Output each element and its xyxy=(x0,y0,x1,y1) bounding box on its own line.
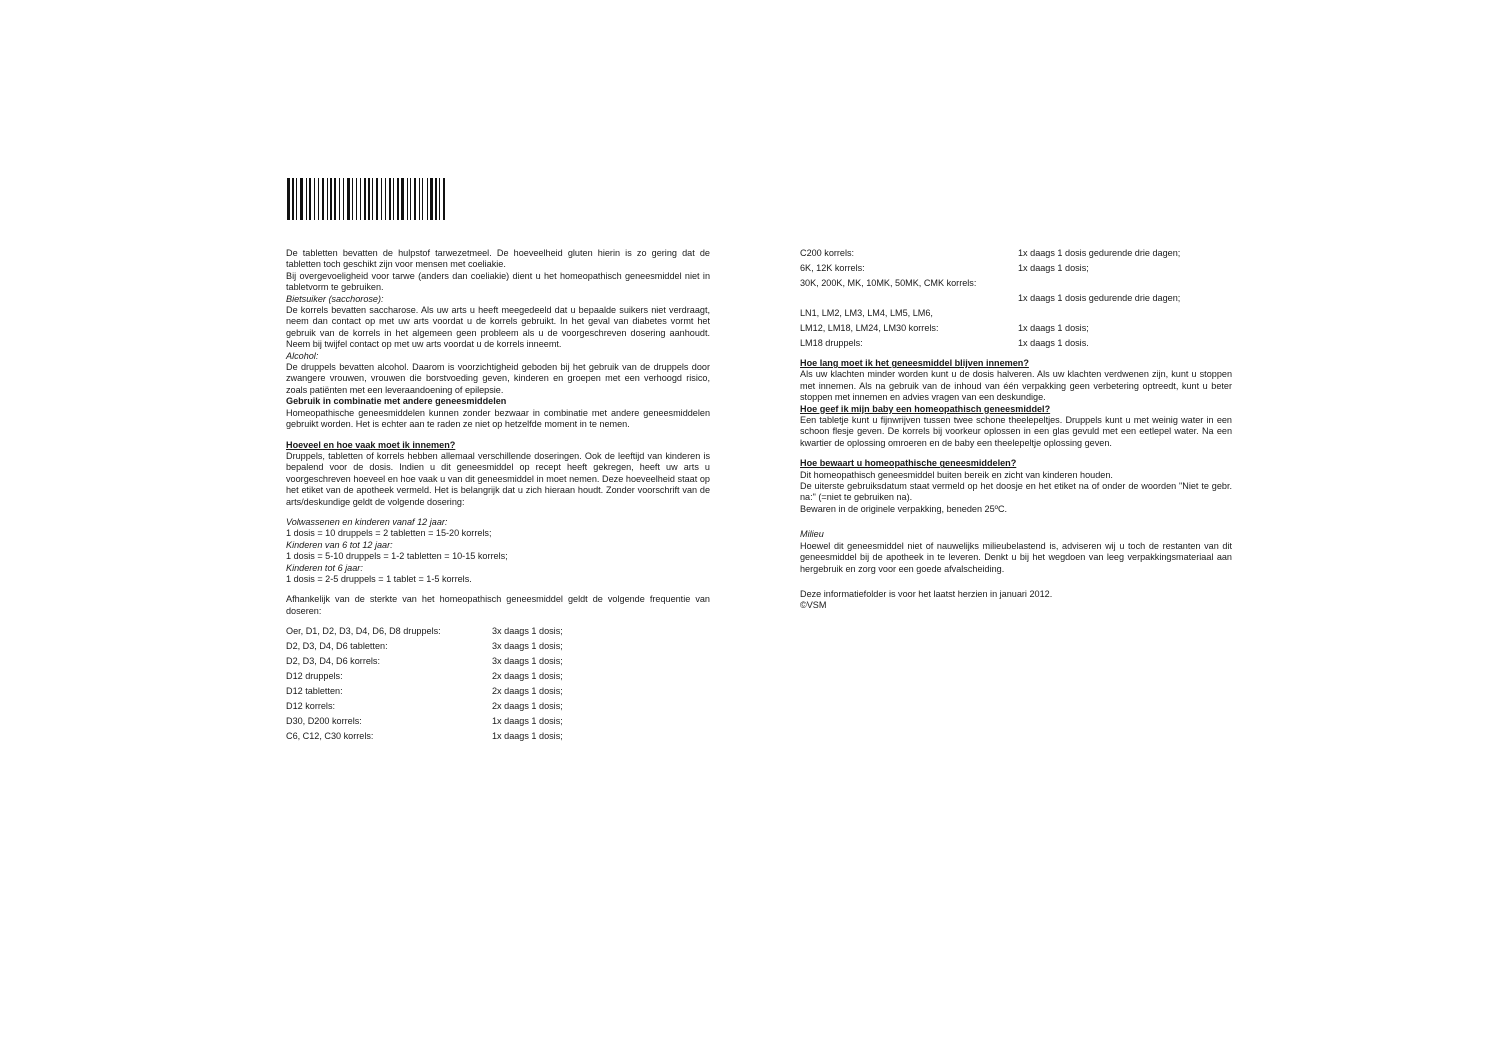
barcode-bar xyxy=(367,178,368,220)
dosage-value: 1x daags 1 dosis; xyxy=(1018,263,1089,273)
dosage-row xyxy=(286,701,710,716)
dosage-row xyxy=(800,263,1232,278)
dosage-label: LM12, LM18, LM24, LM30 korrels: xyxy=(800,323,939,333)
intro-paragraph-1: De tabletten bevatten de hulpstof tarwezetmeel. De hoeveelheid gluten hierin is zo gering dat de tabletten toch geschikt zijn voor mensen met coeliakie. xyxy=(286,248,710,270)
age-group-3-label: Kinderen tot 6 jaar: xyxy=(286,562,363,573)
barcode-bar xyxy=(372,178,373,220)
barcode-bar xyxy=(292,178,293,220)
heading-bewaart: Hoe bewaart u homeopathische geneesmiddelen? xyxy=(800,458,1017,469)
barcode-bar xyxy=(393,178,394,220)
barcode-bar xyxy=(420,178,421,220)
dosage-label xyxy=(800,293,1018,308)
age-group-1-dose: 1 dosis = 10 druppels = 2 tabletten = 15-20 korrels; xyxy=(286,528,492,539)
barcode-bar xyxy=(314,178,315,220)
barcode-bar xyxy=(414,178,416,220)
barcode-bar xyxy=(389,178,391,220)
combinatie-text: Homeopathische geneesmiddelen kunnen zonder bezwaar in combinatie met andere geneesmiddelen gebruikt worden. Het is echter aan te raden ze niet op hetzelfde moment in te nemen. xyxy=(286,407,710,430)
dosage-label: C6, C12, C30 korrels: xyxy=(286,731,374,742)
barcode-bar xyxy=(374,178,375,220)
barcode-bar xyxy=(360,178,361,220)
barcode-bar xyxy=(320,178,321,220)
milieu-text: Hoewel dit geneesmiddel niet of nauwelijks milieubelastend is, adviseren wij u toch de restanten van dit geneesmiddel bij de apotheek in te leveren. Denkt u bij het wegdoen van leeg verpakkingsmateriaal aan hergebruik en zorg voor een goede afvalscheiding. xyxy=(800,540,1232,574)
copyright-text: ©VSM xyxy=(800,600,827,611)
dosage-value: 1x daags 1 dosis gedurende drie dagen; xyxy=(1018,248,1181,258)
hoeveel-text: Druppels, tabletten of korrels hebben allemaal verschillende doseringen. Ook de leeftijd van kinderen is bepalend voor de dosis. Indien u dit geneesmiddel op recept heeft gekregen, heeft uw arts u voorgeschreven hoeveel en hoe vaak u van dit geneesmiddel in moet nemen. Deze hoeveelheid staat op het etiket van de apotheek vermeld. Het is belangrijk dat u zich hieraan houdt. Zonder voorschrift van de arts/deskundige geldt de volgende dosering: xyxy=(286,450,710,507)
dosage-label: LM18 druppels: xyxy=(800,338,863,348)
dosage-row xyxy=(800,278,1232,293)
barcode-bar xyxy=(309,178,311,220)
dosage-value: 1x daags 1 dosis; xyxy=(1018,323,1089,333)
barcode-bar xyxy=(343,178,344,220)
bewaart-text-1: Dit homeopathisch geneesmiddel buiten bereik en zicht van kinderen houden. xyxy=(800,469,1113,480)
dosage-value: 2x daags 1 dosis; xyxy=(492,671,563,682)
barcode-bar xyxy=(327,178,328,220)
hoelang-text: Als uw klachten minder worden kunt u de dosis halveren. Als uw klachten verdwenen zijn, kunt u stoppen met innemen. Als na gebruik van de inhoud van één verpakking geen verbetering optreedt, kunt u beter stoppen met innemen en advies vragen van een deskundige. xyxy=(800,369,1232,403)
barcode-bar xyxy=(329,178,330,220)
barcode-bar xyxy=(446,178,447,220)
barcode-bar xyxy=(438,178,439,220)
alcohol-text: De druppels bevatten alcohol. Daarom is voorzichtigheid geboden bij het gebruik van de druppels door zwangere vrouwen, vrouwen die borstvoeding geven, kinderen en groepen met een verhoogd risico, zoals patiënten met een leveraandoening of epilepsie. xyxy=(286,362,710,395)
baby-text: Een tabletje kunt u fijnwrijven tussen twee schone theelepeltjes. Druppels kunt u met weinig water in een schoon flesje geven. De korrels bij voorkeur oplossen in een glas gevuld met een eetlepel water. Na een kwartier de oplossing omroeren en de baby een theelepeltje oplossing geven. xyxy=(800,415,1232,448)
dosage-row xyxy=(800,248,1232,263)
barcode-bar xyxy=(351,178,352,220)
dosage-value: 3x daags 1 dosis; xyxy=(492,641,563,652)
barcode-bar xyxy=(339,178,340,220)
dosage-label: D12 druppels: xyxy=(286,671,343,682)
barcode-bar xyxy=(330,178,331,220)
barcode-bar xyxy=(316,178,317,220)
dosage-row xyxy=(800,293,1232,308)
dosage-label: D2, D3, D4, D6 tabletten: xyxy=(286,641,388,652)
dosage-row xyxy=(800,338,1232,353)
dosage-value: 3x daags 1 dosis; xyxy=(492,626,563,637)
heading-bietsuiker: Bietsuiker (sacchorose): xyxy=(286,293,384,304)
barcode-bar xyxy=(419,178,420,220)
dosage-row xyxy=(286,686,710,701)
age-group-2-label: Kinderen van 6 tot 12 jaar: xyxy=(286,539,393,550)
right-text-column xyxy=(800,248,1232,612)
barcode-bar xyxy=(376,178,379,220)
barcode-bar xyxy=(306,178,307,220)
dosage-value: 1x daags 1 dosis; xyxy=(492,716,563,727)
dosage-row xyxy=(286,716,710,731)
barcode-bar xyxy=(304,178,305,220)
barcode-bar xyxy=(371,178,372,220)
barcode-bar xyxy=(337,178,338,220)
bewaart-text-3: Bewaren in de originele verpakking, beneden 25ºC. xyxy=(800,503,1008,514)
barcode-bar xyxy=(383,178,384,220)
barcode-bar xyxy=(356,178,357,220)
dosage-row xyxy=(286,671,710,686)
barcode-bar xyxy=(387,178,388,220)
barcode-bar xyxy=(408,178,409,220)
heading-hoelang: Hoe lang moet ik het geneesmiddel blijven innemen? xyxy=(800,358,1029,368)
heading-milieu: Milieu xyxy=(800,529,824,540)
dosage-value: 1x daags 1 dosis gedurende drie dagen; xyxy=(1018,293,1181,303)
barcode-bar xyxy=(405,178,406,220)
barcode-bar xyxy=(385,178,386,220)
barcode-bar xyxy=(364,178,366,220)
dosage-row xyxy=(286,731,710,746)
barcode-bar xyxy=(341,178,342,220)
barcode-bar xyxy=(334,178,336,220)
heading-alcohol: Alcohol: xyxy=(286,350,319,361)
age-group-3-dose: 1 dosis = 2-5 druppels = 1 tablet = 1-5 korrels. xyxy=(286,573,472,584)
bietsuiker-text: De korrels bevatten saccharose. Als uw arts u heeft meegedeeld dat u bepaalde suikers niet verdraagt, neem dan contact op met uw arts voordat u de korrels gebruikt. In het geval van diabetes vormt het gebruik van de korrels in het algemeen geen probleem als u de voorgeschreven dosering aanhoudt. Neem bij twijfel contact op met uw arts voordat u de korrels inneemt. xyxy=(286,305,710,350)
dosage-row xyxy=(286,626,710,641)
heading-baby: Hoe geef ik mijn baby een homeopathisch geneesmiddel? xyxy=(800,403,1051,414)
dosage-value: 2x daags 1 dosis; xyxy=(492,701,563,712)
dosage-value: 3x daags 1 dosis; xyxy=(492,656,563,667)
dosage-label: 30K, 200K, MK, 10MK, 50MK, CMK korrels: xyxy=(800,278,977,288)
barcode-bar xyxy=(361,178,362,220)
dosage-label: 6K, 12K korrels: xyxy=(800,263,865,273)
barcode-bar xyxy=(443,178,445,220)
left-text-column xyxy=(286,248,710,746)
dosage-table-left xyxy=(286,626,710,746)
barcode-bar xyxy=(430,178,433,220)
barcode-bar xyxy=(422,178,423,220)
barcode-bar xyxy=(333,178,334,220)
barcode-bar xyxy=(354,178,355,220)
barcode-bar xyxy=(287,178,290,220)
barcode-bar xyxy=(424,178,425,220)
barcode-bar xyxy=(441,178,442,220)
age-group-2-dose: 1 dosis = 5-10 druppels = 1-2 tabletten = 10-15 korrels; xyxy=(286,551,508,562)
barcode-bar xyxy=(395,178,396,220)
barcode-bar xyxy=(434,178,435,220)
dosage-label: C200 korrels: xyxy=(800,248,855,258)
barcode-bar xyxy=(397,178,398,220)
dosage-label: D12 tabletten: xyxy=(286,686,343,697)
barcode-bar xyxy=(307,178,308,220)
barcode-bar xyxy=(322,178,325,220)
barcode-bar xyxy=(318,178,319,220)
barcode-bar xyxy=(400,178,401,220)
barcode-bar xyxy=(428,178,429,220)
intro-paragraph-2: Bij overgevoeligheid voor tarwe (anders dan coeliakie) dient u het homeopathisch geneesmiddel niet in tabletvorm te gebruiken. xyxy=(286,270,710,293)
barcode-bar xyxy=(347,178,350,220)
dosage-row xyxy=(286,656,710,671)
barcode-bar xyxy=(435,178,436,220)
barcode-bar xyxy=(312,178,313,220)
barcode-bar xyxy=(368,178,369,220)
dosage-label: D2, D3, D4, D6 korrels: xyxy=(286,656,380,667)
barcode-bar xyxy=(427,178,428,220)
barcode-bar xyxy=(291,178,292,220)
barcode-bar xyxy=(381,178,382,220)
dosage-label: LN1, LM2, LM3, LM4, LM5, LM6, xyxy=(800,308,933,318)
barcode-bar xyxy=(439,178,440,220)
barcode-bar xyxy=(358,178,359,220)
barcode-bar xyxy=(296,178,297,220)
dosage-label: D30, D200 korrels: xyxy=(286,716,362,727)
dosage-row xyxy=(800,323,1232,338)
dosage-value xyxy=(1018,278,1232,293)
heading-combinatie: Gebruik in combinatie met andere geneesmiddelen xyxy=(286,396,507,407)
product-barcode xyxy=(287,178,447,220)
barcode-bar xyxy=(401,178,404,220)
dosage-row xyxy=(800,308,1232,323)
barcode-bar xyxy=(407,178,408,220)
revision-text: Deze informatiefolder is voor het laatst herzien in januari 2012. xyxy=(800,588,1053,599)
dosage-value: 1x daags 1 dosis. xyxy=(1018,338,1089,348)
barcode-bar xyxy=(417,178,418,220)
barcode-bar xyxy=(412,178,413,220)
barcode-bar xyxy=(300,178,303,220)
barcode-bar xyxy=(345,178,346,220)
dosage-value: 1x daags 1 dosis; xyxy=(492,731,563,742)
barcode-bar xyxy=(352,178,353,220)
barcode-bar xyxy=(410,178,411,220)
heading-hoeveel: Hoeveel en hoe vaak moet ik innemen? xyxy=(286,439,456,450)
bewaart-text-2: De uiterste gebruiksdatum staat vermeld op het doosje en het etiket na of onder de woorden "Niet te gebr. na:" (=niet te gebruiken na). xyxy=(800,481,1232,503)
dosage-table-right-body xyxy=(800,248,1232,353)
dosage-label: D12 korrels: xyxy=(286,701,336,712)
dosage-row xyxy=(286,641,710,656)
dosage-table-right xyxy=(800,248,1232,353)
age-group-1-label: Volwassenen en kinderen vanaf 12 jaar: xyxy=(286,516,448,527)
dosage-value: 2x daags 1 dosis; xyxy=(492,686,563,697)
barcode-bar xyxy=(392,178,393,220)
barcode-bar xyxy=(325,178,326,220)
dosage-value xyxy=(1018,308,1232,323)
barcode-bar xyxy=(295,178,296,220)
dosage-table-left-body xyxy=(286,626,710,746)
frequentie-text: Afhankelijk van de sterkte van het homeopathisch geneesmiddel geldt de volgende frequentie van doseren: xyxy=(286,594,710,616)
barcode-bar xyxy=(379,178,380,220)
dosage-label: Oer, D1, D2, D3, D4, D6, D8 druppels: xyxy=(286,626,441,637)
barcode-bar xyxy=(298,178,299,220)
